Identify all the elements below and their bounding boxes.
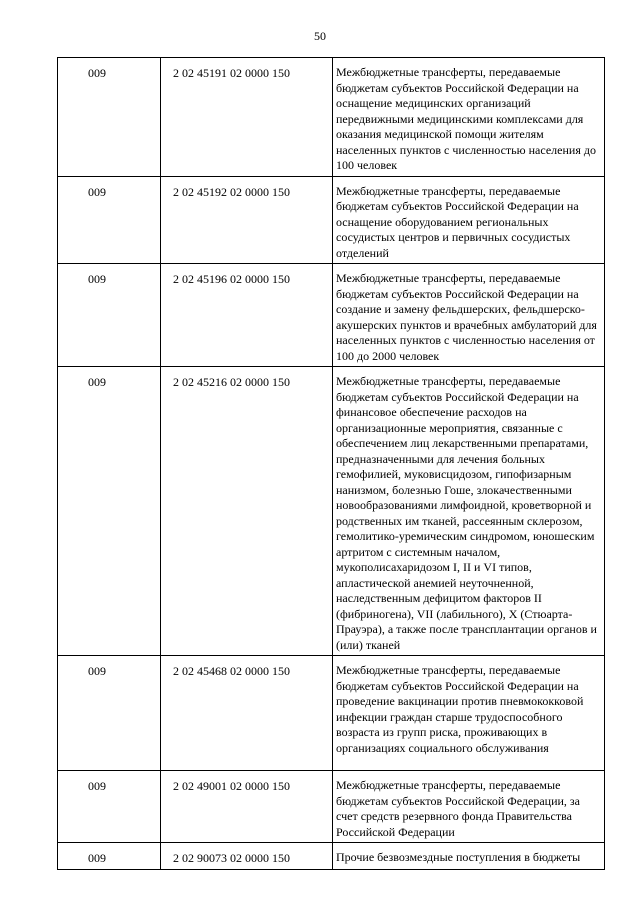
table-row bbox=[58, 367, 605, 656]
income-code-cell: 2 02 45216 02 0000 150 bbox=[161, 367, 333, 656]
admin-code-cell: 009 bbox=[58, 843, 161, 870]
admin-code-cell: 009 bbox=[58, 264, 161, 367]
admin-code-cell: 009 bbox=[58, 58, 161, 177]
description-cell: Прочие безвозмездные поступления в бюджеты bbox=[333, 843, 605, 870]
description-cell: Межбюджетные трансферты, передаваемые бюджетам субъектов Российской Федерации на оснащение медицинских организаций передвижными медицинскими комплексами для оказания медицинской помощи жителям населенных пунктов с численностью населения до 100 человек bbox=[333, 58, 605, 177]
description-cell: Межбюджетные трансферты, передаваемые бюджетам субъектов Российской Федерации на оснащение оборудованием региональных сосудистых центров и первичных сосудистых отделений bbox=[333, 176, 605, 264]
description-cell: Межбюджетные трансферты, передаваемые бюджетам субъектов Российской Федерации на создание и замену фельдшерских, фельдшерско-акушерских пунктов и врачебных амбулаторий для населенных пунктов с численностью населения от 100 до 2000 человек bbox=[333, 264, 605, 367]
income-code-cell: 2 02 45196 02 0000 150 bbox=[161, 264, 333, 367]
table-row bbox=[58, 771, 605, 843]
admin-code-cell: 009 bbox=[58, 367, 161, 656]
admin-code-cell: 009 bbox=[58, 176, 161, 264]
description-cell: Межбюджетные трансферты, передаваемые бюджетам субъектов Российской Федерации на финансовое обеспечение расходов на организационные мероприятия, связанные с обеспечением лиц лекарственными препаратами, предназначенными для лечения больных гемофилией, муковисцидозом, гипофизарным нанизмом, болезнью Гоше, злокачественными новообразованиями лимфоидной, кроветворной и родственных им тканей, рассеянным склерозом, гемолитико-уремическим синдромом, юношеским артритом с системным началом, мукополисахаридозом I, II и VI типов, апластической анемией неуточненной, наследственным дефицитом факторов II (фибриногена), VII (лабильного), X (Стюарта-Прауэра), а также после трансплантации органов и (или) тканей bbox=[333, 367, 605, 656]
admin-code-cell: 009 bbox=[58, 656, 161, 771]
income-code-cell: 2 02 45191 02 0000 150 bbox=[161, 58, 333, 177]
income-codes-table bbox=[57, 57, 605, 870]
page-number: 50 bbox=[314, 29, 326, 43]
income-code-cell: 2 02 45192 02 0000 150 bbox=[161, 176, 333, 264]
income-code-cell: 2 02 45468 02 0000 150 bbox=[161, 656, 333, 771]
income-code-cell: 2 02 90073 02 0000 150 bbox=[161, 843, 333, 870]
table-row bbox=[58, 176, 605, 264]
table-row bbox=[58, 264, 605, 367]
description-cell: Межбюджетные трансферты, передаваемые бюджетам субъектов Российской Федерации на проведение вакцинации против пневмококковой инфекции граждан старше трудоспособного возраста из групп риска, проживающих в организациях социального обслуживания bbox=[333, 656, 605, 771]
table-row bbox=[58, 656, 605, 771]
description-cell: Межбюджетные трансферты, передаваемые бюджетам субъектов Российской Федерации, за счет средств резервного фонда Правительства Российской Федерации bbox=[333, 771, 605, 843]
admin-code-cell: 009 bbox=[58, 771, 161, 843]
table-row bbox=[58, 58, 605, 177]
table-row bbox=[58, 843, 605, 870]
income-code-cell: 2 02 49001 02 0000 150 bbox=[161, 771, 333, 843]
